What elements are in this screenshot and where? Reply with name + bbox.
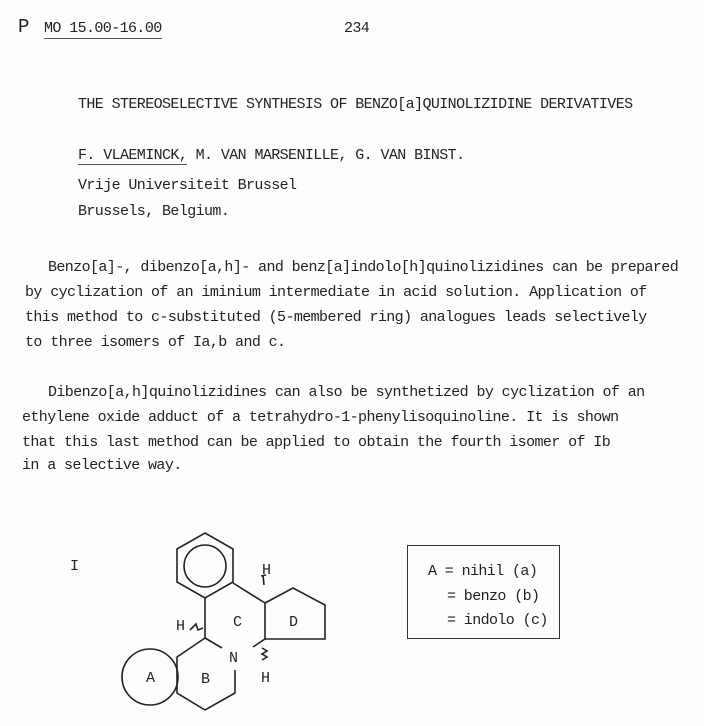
co-authors: M. VAN MARSENILLE, G. VAN BINST. [187,147,465,164]
paragraph-line: in a selective way. [22,457,182,474]
legend-line: = benzo (b) [447,588,540,605]
atom-h-left: H [176,618,186,635]
paragraph-line: to three isomers of Ia,b and c. [25,334,286,351]
paper-title: THE STEREOSELECTIVE SYNTHESIS OF BENZO[a]QUINOLIZIDINE DERIVATIVES [78,96,633,113]
page-number: 234 [344,20,370,37]
paragraph-line: ethylene oxide adduct of a tetrahydro-1-phenylisoquinoline. It is shown [22,409,619,426]
legend-line: = indolo (c) [447,612,548,629]
ring-label-c: C [233,614,243,631]
affiliation-line: Vrije Universiteit Brussel [78,177,297,194]
legend-line: A = nihil (a) [428,563,538,580]
paragraph-line: by cyclization of an iminium intermediate in acid solution. Application of [25,284,647,301]
paragraph-line: Benzo[a]-, dibenzo[a,h]- and benz[a]indolo[h]quinolizidines can be prepared [48,259,679,276]
figure-label: I [70,558,80,575]
ring-label-d: D [289,614,299,631]
session-time: MO 15.00-16.00 [44,20,162,37]
paragraph-line: this method to c-substituted (5-membered ring) analogues leads selectively [25,309,647,326]
ring-label-b: B [201,671,211,688]
affiliation-line: Brussels, Belgium. [78,203,230,220]
benzene-ring [177,533,233,598]
atom-h-top: H [262,562,272,579]
atom-n: N [229,650,239,667]
paragraph-line: Dibenzo[a,h]quinolizidines can also be synthetized by cyclization of an [48,384,645,401]
substituent-legend [407,545,560,639]
atom-h-bottom: H [261,670,271,687]
presenting-author: F. VLAEMINCK, [78,147,188,164]
header-marker: P [18,16,29,38]
paragraph-line: that this last method can be applied to obtain the fourth isomer of Ib [22,434,611,451]
aromatic-circle [184,545,226,587]
ring-label-a: A [146,670,156,687]
